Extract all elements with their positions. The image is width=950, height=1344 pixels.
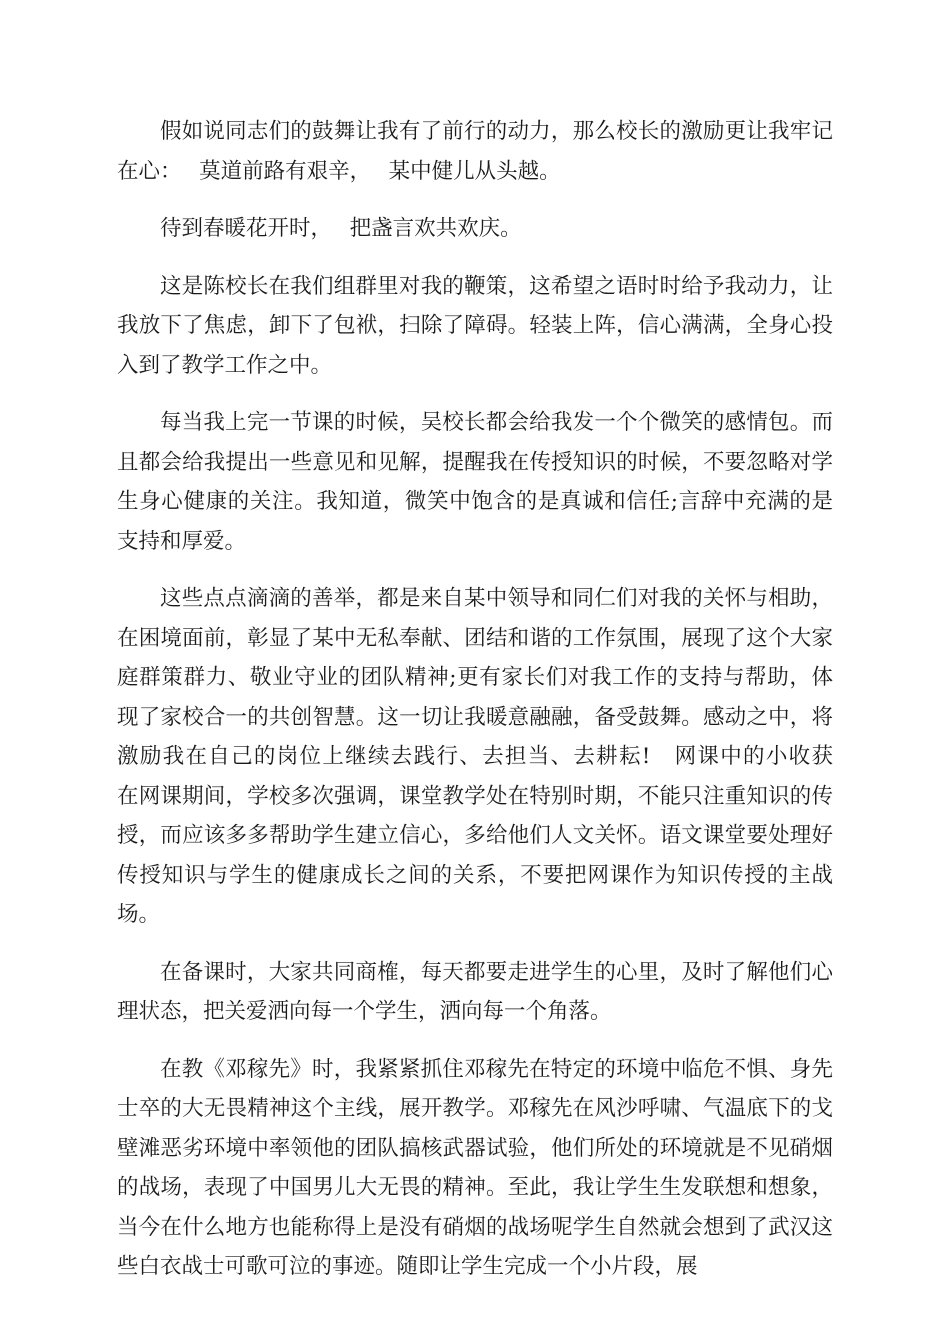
paragraph: 待到春暖花开时， 把盏言欢共欢庆。 [160, 216, 522, 241]
paragraph: 这是陈校长在我们组群里对我的鞭策，这希望之语时时给予我动力，让我放下了焦虑，卸下了包袱，扫除了障碍。轻装上阵，信心满满，全身心投入到了教学工作之中。 [117, 273, 833, 378]
paragraph: 假如说同志们的鼓舞让我有了前行的动力，那么校长的激励更让我牢记在心： 莫道前路有艰辛， 某中健儿从头越。 [117, 119, 833, 184]
document-body [117, 112, 855, 1305]
paragraph: 每当我上完一节课的时候，吴校长都会给我发一个个微笑的感情包。而且都会给我提出一些意见和见解，提醒我在传授知识的时候，不要忽略对学生身心健康的关注。我知道，微笑中饱含的是真诚和信任;言辞中充满的是支持和厚爱。 [117, 410, 833, 554]
paragraph: 在教《邓稼先》时，我紧紧抓住邓稼先在特定的环境中临危不惧、身先士卒的大无畏精神这个主线，展开教学。邓稼先在风沙呼啸、气温底下的戈壁滩恶劣环境中率领他的团队搞核武器试验，他们所处的环境就是不见硝烟的战场，表现了中国男儿大无畏的精神。至此，我让学生生发联想和想象，当今在什么地方也能称得上是没有硝烟的战场呢学生自然就会想到了武汉这些白衣战士可歌可泣的事迹。随即让学生完成一个小片段，展 [117, 1056, 833, 1279]
paragraph: 这些点点滴滴的善举，都是来自某中领导和同仁们对我的关怀与相助，在困境面前，彰显了某中无私奉献、团结和谐的工作氛围，展现了这个大家庭群策群力、敬业守业的团队精神;更有家长们对我工作的支持与帮助，体现了家校合一的共创智慧。这一切让我暖意融融，备受鼓舞。感动之中，将激励我在自己的岗位上继续去践行、去担当、去耕耘! 网课中的小收获 在网课期间，学校多次强调，课堂教学处在特别时期，不能只注重知识的传授，而应该多多帮助学生建立信心，多给他们人文关怀。语文课堂要处理好传授知识与学生的健康成长之间的关系，不要把网课作为知识传授的主战场。 [117, 586, 855, 927]
paragraph: 在备课时，大家共同商榷，每天都要走进学生的心里，及时了解他们心理状态，把关爱洒向每一个学生，洒向每一个角落。 [117, 959, 833, 1024]
